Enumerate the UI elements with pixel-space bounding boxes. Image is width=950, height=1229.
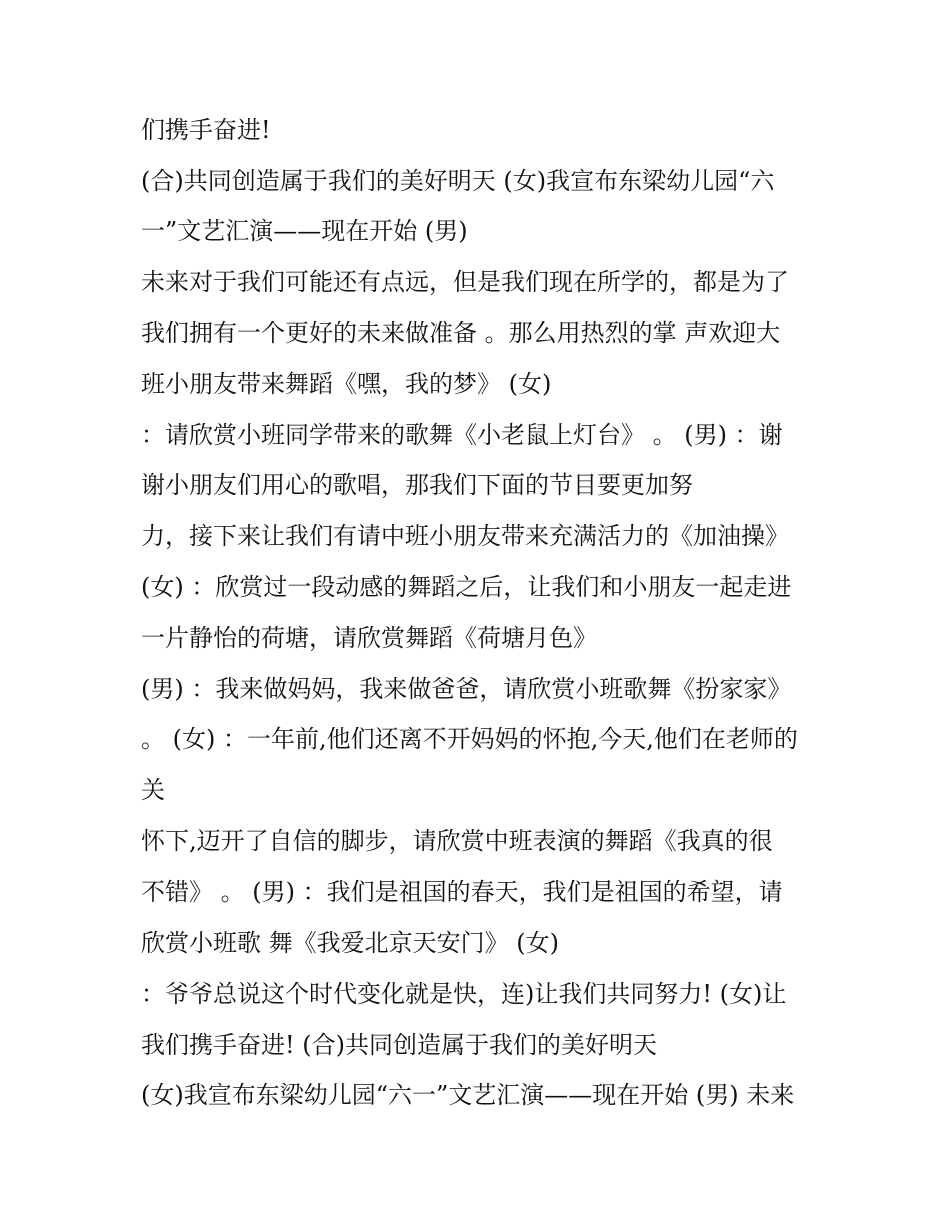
text-line: 我们拥有一个更好的未来做准备 。那么用热烈的掌 声欢迎大 [141,319,781,347]
text-line: 。 (女) ：一年前,他们还离不开妈妈的怀抱,今天,他们在老师的 [141,725,798,753]
text-line: 欣赏小班歌 舞《我爱北京天安门》 (女) [141,929,559,957]
text-line: 一”文艺汇演——现在开始 (男) [141,217,468,245]
text-line: 班小朋友带来舞蹈《嘿，我的梦》 (女) [141,370,552,398]
text-line: 我们携手奋进! (合)共同创造属于我们的美好明天 [141,1031,657,1059]
text-line: 谢小朋友们用心的歌唱，那我们下面的节目要更加努 [141,471,693,499]
text-line: 不错》 。 (男) ：我们是祖国的春天，我们是祖国的希望，请 [141,878,783,906]
text-line: 未来对于我们可能还有点远，但是我们现在所学的，都是为了 [141,268,789,296]
text-line: 关 [141,776,165,804]
text-line: ：请欣赏小班同学带来的歌舞《小老鼠上灯台》 。 (男) ：谢 [141,421,783,449]
text-line: 一片静怡的荷塘，请欣赏舞蹈《荷塘月色》 [141,624,597,652]
text-line: ：爷爷总说这个时代变化就是快，连)让我们共同努力! (女)让 [141,980,787,1008]
text-line: 力，接下来让我们有请中班小朋友带来充满活力的《加油操》 [141,522,789,550]
text-line: 们携手奋进! [141,116,271,144]
text-line: 怀下,迈开了自信的脚步，请欣赏中班表演的舞蹈《我真的很 [141,827,773,855]
text-line: (女) ：欣赏过一段动感的舞蹈之后，让我们和小朋友一起走进 [141,573,792,601]
text-line: (女)我宣布东梁幼儿园“六一”文艺汇演——现在开始 (男) 未来 [141,1081,795,1109]
text-line: (合)共同创造属于我们的美好明天 (女)我宣布东梁幼儿园“六 [141,167,775,195]
text-line: (男) ：我来做妈妈，我来做爸爸，请欣赏小班歌舞《扮家家》 [141,675,792,703]
